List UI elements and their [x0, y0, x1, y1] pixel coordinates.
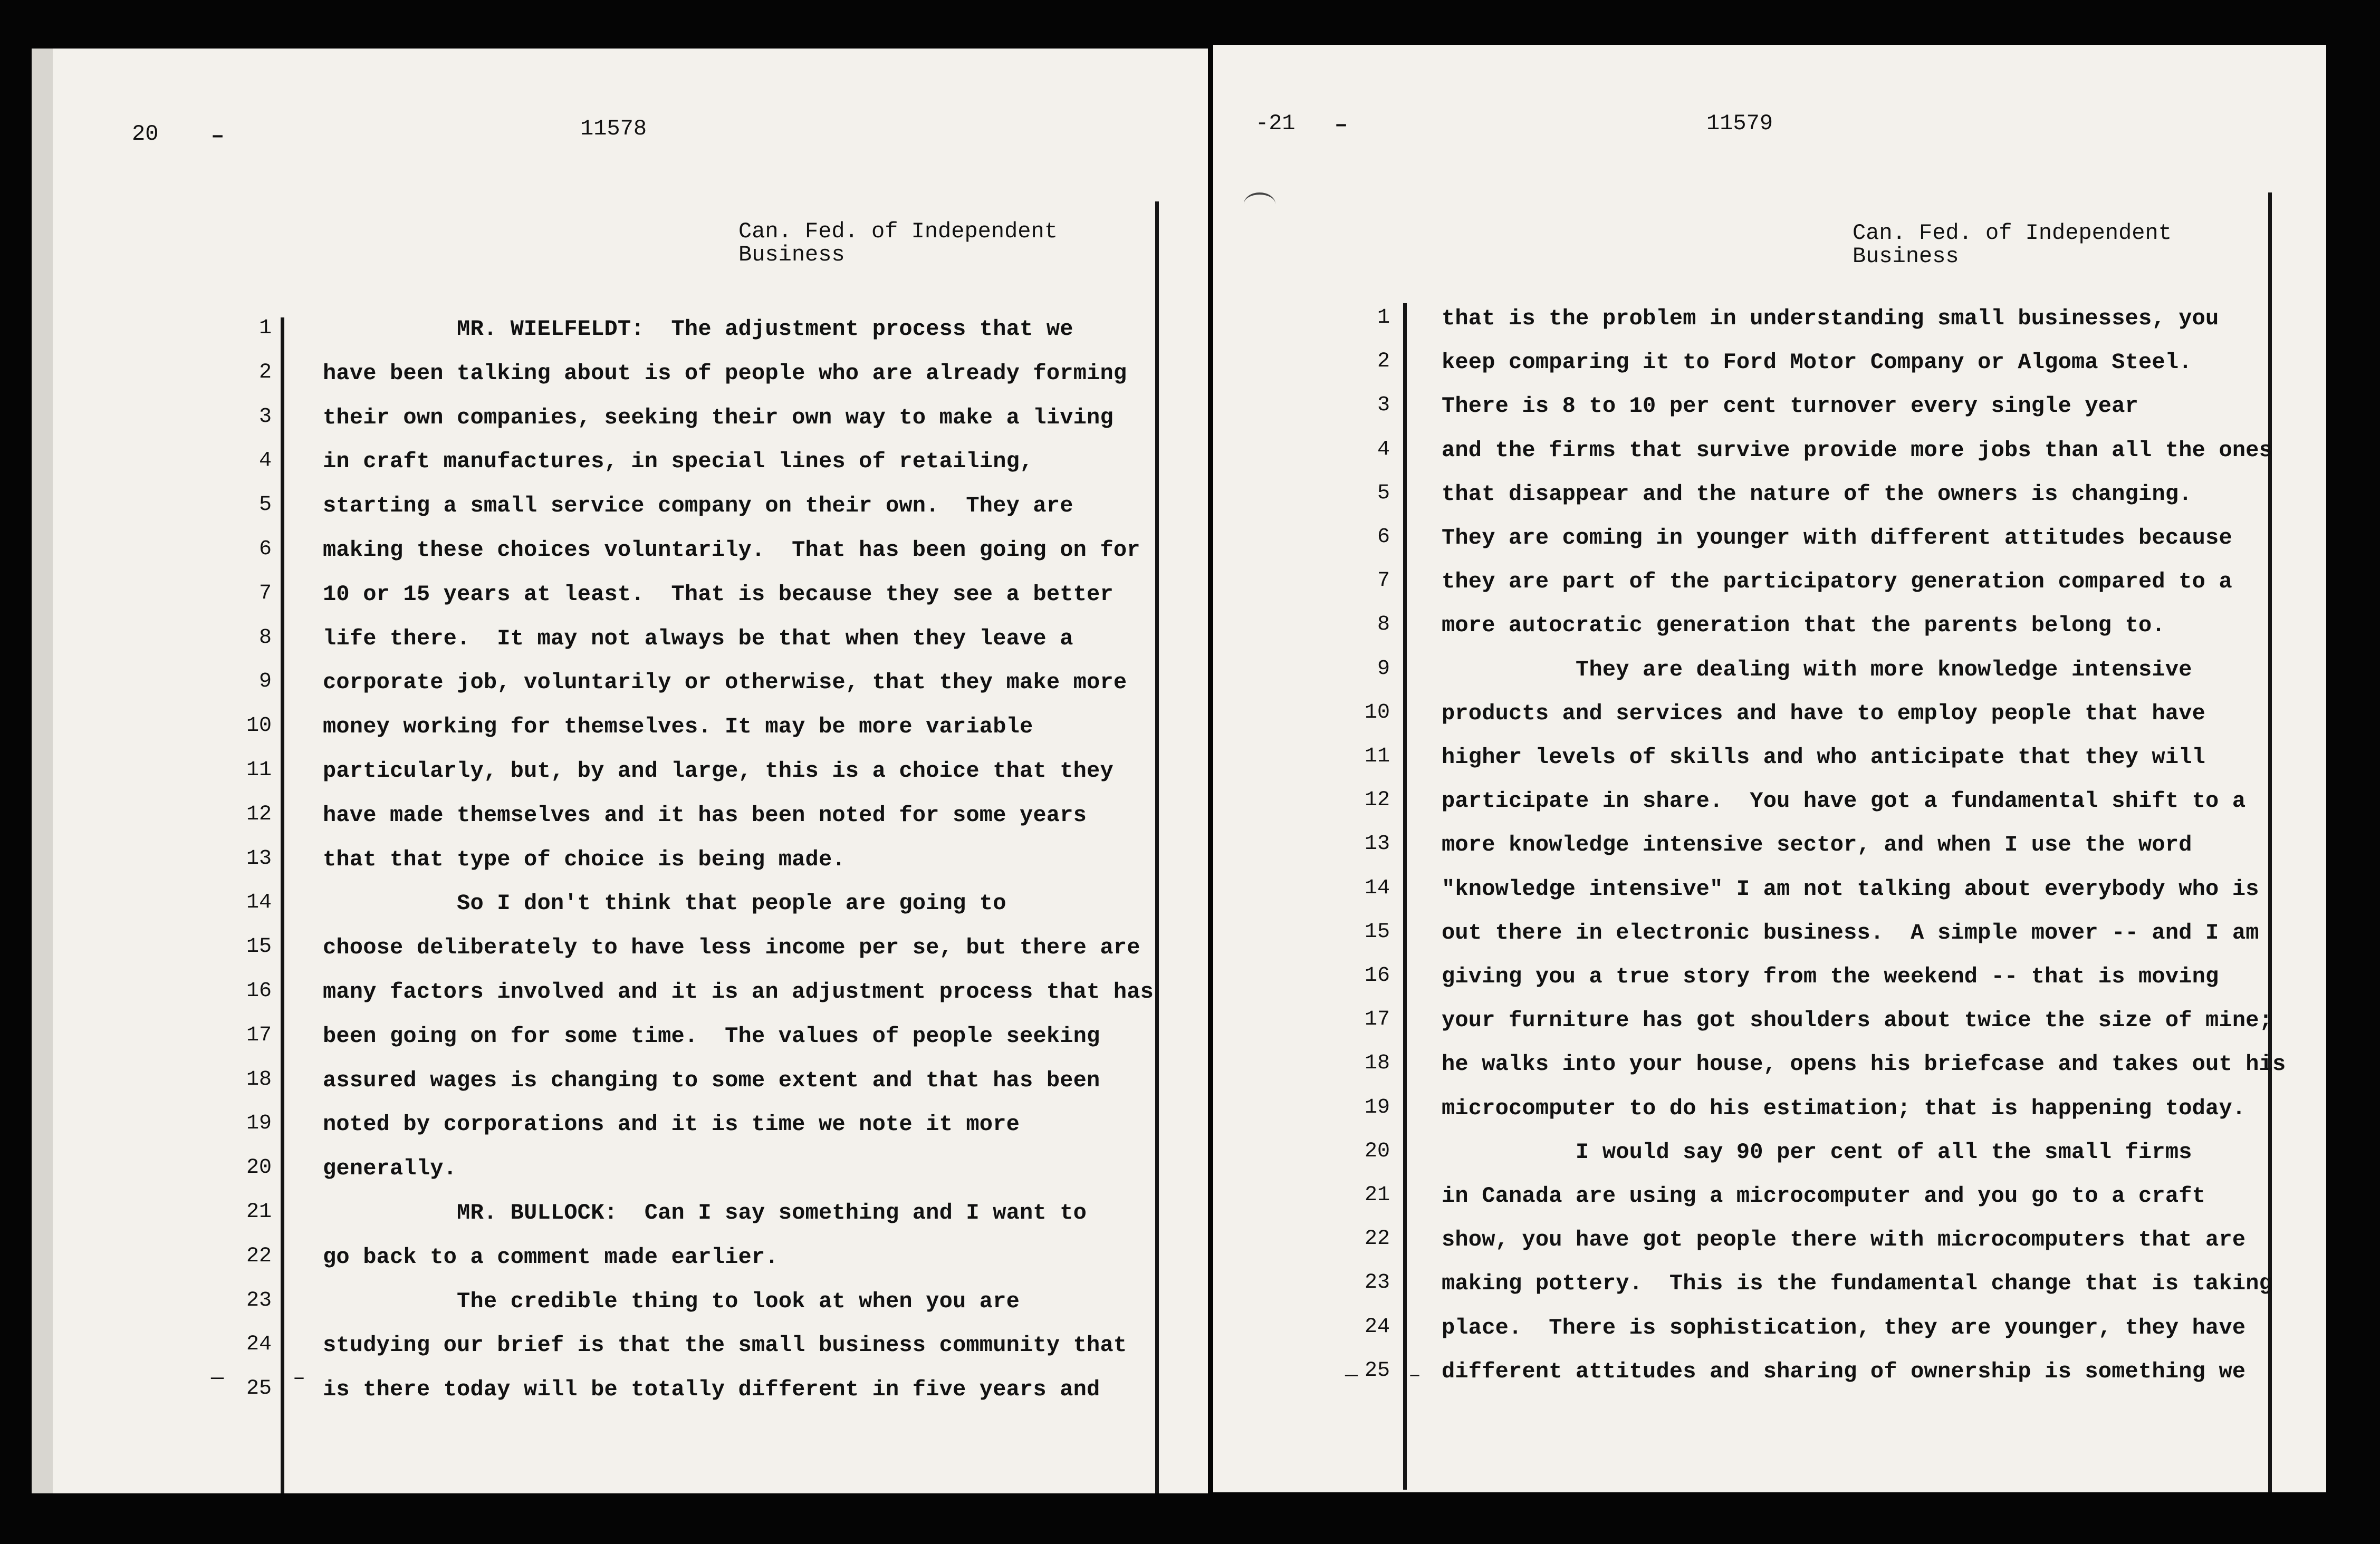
- transcript-line: particularly, but, by and large, this is a choice that they: [323, 758, 1114, 784]
- transcript-page-left: [53, 49, 1208, 1493]
- line-number: 21: [1364, 1183, 1390, 1207]
- transcript-line: I would say 90 per cent of all the small firms: [1442, 1139, 2192, 1165]
- transcript-line: their own companies, seeking their own way to make a living: [323, 404, 1114, 430]
- transcript-line: MR. BULLOCK: Can I say something and I want to: [323, 1200, 1087, 1225]
- transcript-line: higher levels of skills and who anticipate that they will: [1442, 745, 2206, 770]
- transcript-line: that is the problem in understanding small businesses, you: [1442, 306, 2219, 331]
- line-number: 13: [1364, 832, 1390, 856]
- line-number: 16: [1364, 964, 1390, 988]
- line-number: 7: [1377, 569, 1390, 593]
- line-number: 6: [1377, 525, 1390, 549]
- transcript-line: many factors involved and it is an adjustment process that has: [323, 979, 1154, 1005]
- line-number: 10: [246, 714, 272, 738]
- line-number: 13: [246, 846, 272, 871]
- transcript-line: they are part of the participatory generation compared to a: [1442, 569, 2232, 595]
- line-number: 14: [246, 891, 272, 915]
- page-number: 11579: [1706, 111, 1773, 136]
- transcript-line: that that type of choice is being made.: [323, 846, 846, 872]
- line-number: 21: [246, 1200, 272, 1224]
- transcript-line: corporate job, voluntarily or otherwise, that they make more: [323, 670, 1127, 696]
- line-number: 10: [1364, 700, 1390, 725]
- transcript-line: go back to a comment made earlier.: [323, 1244, 779, 1270]
- line-number: 18: [246, 1067, 272, 1092]
- transcript-line: out there in electronic business. A simple mover -- and I am: [1442, 920, 2259, 945]
- line-number: 1: [258, 316, 272, 340]
- transcript-line: microcomputer to do his estimation; that is happening today.: [1442, 1095, 2246, 1121]
- line-number: 22: [246, 1244, 272, 1268]
- header-line-1: Can. Fed. of Independent: [738, 219, 1058, 244]
- transcript-line: assured wages is changing to some extent and that has been: [323, 1067, 1100, 1093]
- transcript-line: "knowledge intensive" I am not talking about everybody who is: [1442, 876, 2259, 902]
- line-number: 7: [258, 581, 272, 605]
- line-number: 19: [1364, 1095, 1390, 1120]
- transcript-line: have made themselves and it has been noted for some years: [323, 802, 1087, 828]
- line-number: 17: [1364, 1008, 1390, 1032]
- header-line-2: Business: [1853, 244, 1959, 269]
- line-number: 25: [246, 1377, 272, 1401]
- line-25-marker-right: –: [1408, 1364, 1422, 1388]
- corner-page-number: -21: [1255, 111, 1295, 136]
- transcript-line: that disappear and the nature of the owners is changing.: [1442, 481, 2192, 507]
- transcript-line: starting a small service company on their own. They are: [323, 493, 1073, 519]
- binding-mark: [1244, 192, 1275, 216]
- line-number: 2: [1377, 350, 1390, 374]
- line-number: 11: [1364, 745, 1390, 768]
- transcript-line: 10 or 15 years at least. That is because they see a better: [323, 581, 1114, 607]
- line-25-marker: —: [211, 1367, 224, 1391]
- transcript-line: There is 8 to 10 per cent turnover every single year: [1442, 393, 2139, 419]
- header-line-2: Business: [738, 242, 845, 267]
- transcript-line: The credible thing to look at when you are: [323, 1288, 1020, 1314]
- line-number: 12: [246, 802, 272, 826]
- dash-mark: –: [211, 123, 225, 149]
- line-number: 16: [246, 979, 272, 1003]
- line-number: 12: [1364, 788, 1390, 813]
- line-number: 15: [1364, 920, 1390, 944]
- transcript-line: more knowledge intensive sector, and when I use the word: [1442, 832, 2192, 858]
- line-number: 24: [1364, 1315, 1390, 1339]
- line-number: 23: [246, 1288, 272, 1313]
- line-number: 2: [258, 360, 272, 384]
- transcript-line: have been talking about is of people who are already forming: [323, 360, 1127, 386]
- line-number: 8: [258, 625, 272, 650]
- line-number: 1: [1377, 306, 1390, 330]
- line-number: 20: [1364, 1139, 1390, 1163]
- transcript-line: making these choices voluntarily. That has been going on for: [323, 537, 1140, 563]
- transcript-line: MR. WIELFELDT: The adjustment process that we: [323, 316, 1073, 342]
- transcript-line: They are dealing with more knowledge intensive: [1442, 657, 2192, 682]
- left-margin-rule: [281, 317, 284, 1493]
- right-margin-rule: [1155, 201, 1159, 1493]
- transcript-line: participate in share. You have got a fundamental shift to a: [1442, 788, 2246, 814]
- line-number: 15: [246, 935, 272, 959]
- transcript-line: keep comparing it to Ford Motor Company or Algoma Steel.: [1442, 350, 2192, 375]
- transcript-line: products and services and have to employ people that have: [1442, 700, 2206, 726]
- transcript-line: in Canada are using a microcomputer and you go to a craft: [1442, 1183, 2206, 1209]
- line-number: 9: [258, 670, 272, 694]
- corner-page-number: 20: [132, 121, 159, 147]
- header-line-1: Can. Fed. of Independent: [1853, 220, 2172, 246]
- line-number: 14: [1364, 876, 1390, 900]
- line-number: 18: [1364, 1051, 1390, 1076]
- transcript-line: making pottery. This is the fundamental change that is taking: [1442, 1271, 2273, 1297]
- transcript-line: giving you a true story from the weekend -- that is moving: [1442, 964, 2219, 989]
- transcript-line: generally.: [323, 1156, 457, 1182]
- transcript-line: show, you have got people there with microcomputers that are: [1442, 1227, 2246, 1253]
- transcript-line: money working for themselves. It may be more variable: [323, 714, 1033, 740]
- line-number: 4: [1377, 437, 1390, 461]
- transcript-line: So I don't think that people are going to: [323, 891, 1006, 916]
- line-number: 5: [1377, 481, 1390, 505]
- line-25-marker-right: –: [293, 1367, 306, 1391]
- line-number: 23: [1364, 1271, 1390, 1295]
- transcript-line: different attitudes and sharing of ownership is something we: [1442, 1358, 2246, 1384]
- line-number: 22: [1364, 1227, 1390, 1251]
- page-number: 11578: [580, 116, 647, 141]
- transcript-line: studying our brief is that the small business community that: [323, 1333, 1127, 1358]
- transcript-line: place. There is sophistication, they are younger, they have: [1442, 1315, 2246, 1340]
- transcript-line: in craft manufactures, in special lines of retailing,: [323, 449, 1033, 475]
- line-number: 25: [1364, 1358, 1390, 1383]
- transcript-line: They are coming in younger with different attitudes because: [1442, 525, 2232, 551]
- transcript-line: been going on for some time. The values of people seeking: [323, 1023, 1100, 1049]
- line-number: 3: [1377, 393, 1390, 418]
- transcript-line: choose deliberately to have less income per se, but there are: [323, 935, 1140, 961]
- line-number: 3: [258, 404, 272, 429]
- line-number: 6: [258, 537, 272, 561]
- transcript-line: he walks into your house, opens his briefcase and takes out his: [1442, 1051, 2286, 1077]
- transcript-line: is there today will be totally different in five years and: [323, 1377, 1100, 1403]
- line-number: 24: [246, 1333, 272, 1357]
- line-number: 8: [1377, 613, 1390, 637]
- left-margin-rule: [1403, 303, 1407, 1490]
- transcript-line: and the firms that survive provide more jobs than all the ones: [1442, 437, 2273, 463]
- transcript-line: noted by corporations and it is time we note it more: [323, 1112, 1020, 1137]
- line-number: 11: [246, 758, 272, 782]
- dash-mark: –: [1335, 112, 1348, 138]
- page-edge: [32, 49, 53, 1493]
- transcript-line: your furniture has got shoulders about twice the size of mine;: [1442, 1008, 2273, 1034]
- line-number: 5: [258, 493, 272, 517]
- line-number: 4: [258, 449, 272, 473]
- transcript-line: more autocratic generation that the parents belong to.: [1442, 613, 2165, 639]
- line-number: 17: [246, 1023, 272, 1047]
- transcript-page-right: [1213, 45, 2326, 1492]
- line-number: 19: [246, 1112, 272, 1136]
- line-number: 20: [246, 1156, 272, 1180]
- right-margin-rule: [2268, 192, 2272, 1492]
- line-25-marker: —: [1345, 1364, 1358, 1388]
- transcript-line: life there. It may not always be that when they leave a: [323, 625, 1073, 651]
- line-number: 9: [1377, 657, 1390, 681]
